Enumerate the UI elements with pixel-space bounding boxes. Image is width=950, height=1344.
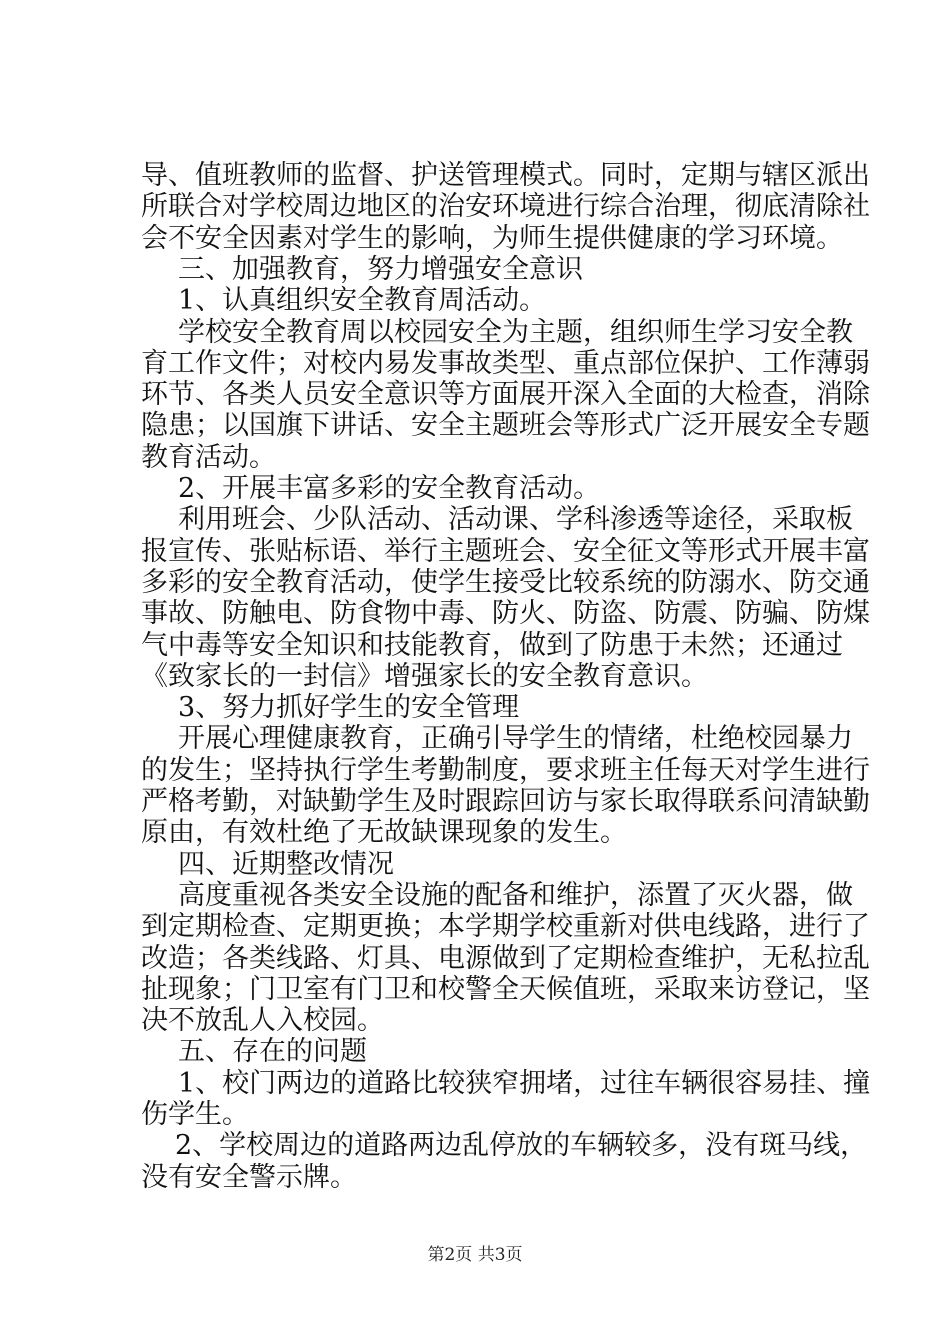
body-line bbox=[0, 785, 950, 819]
body-line bbox=[0, 378, 950, 412]
body-line bbox=[0, 535, 950, 569]
body-text: 《致家长的一封信》增强家长的安全教育意识。 bbox=[141, 661, 708, 692]
subheading-line bbox=[0, 691, 950, 725]
section-heading: 五、存在的问题 bbox=[178, 1036, 367, 1067]
body-text: 决不放乱人入校园。 bbox=[141, 1005, 384, 1036]
body-line bbox=[0, 566, 950, 600]
body-line bbox=[0, 347, 950, 381]
body-text: 没有安全警示牌。 bbox=[141, 1162, 357, 1193]
body-line bbox=[0, 629, 950, 663]
body-line bbox=[0, 597, 950, 631]
body-text: 所联合对学校周边地区的治安环境进行综合治理，彻底清除社 bbox=[141, 191, 870, 222]
section-heading: 四、近期整改情况 bbox=[178, 849, 394, 880]
body-line bbox=[0, 1067, 950, 1101]
body-text: 会不安全因素对学生的影响，为师生提供健康的学习环境。 bbox=[141, 223, 843, 254]
body-text: 2、学校周边的道路两边乱停放的车辆较多，没有斑马线， bbox=[175, 1130, 868, 1161]
subheading: 1、认真组织安全教育周活动。 bbox=[178, 285, 547, 316]
body-text: 高度重视各类安全设施的配备和维护，添置了灭火器，做 bbox=[178, 880, 853, 911]
body-line bbox=[0, 973, 950, 1007]
body-text: 育工作文件；对校内易发事故类型、重点部位保护、工作薄弱 bbox=[141, 348, 870, 379]
section-heading: 三、加强教育，努力增强安全意识 bbox=[178, 254, 583, 285]
body-text: 改造；各类线路、灯具、电源做到了定期检查维护，无私拉乱 bbox=[141, 943, 870, 974]
body-line bbox=[0, 190, 950, 224]
subheading-line bbox=[0, 472, 950, 506]
body-line bbox=[0, 222, 950, 256]
body-line bbox=[0, 409, 950, 443]
body-line bbox=[0, 910, 950, 944]
body-line bbox=[0, 503, 950, 537]
body-text: 气中毒等安全知识和技能教育，做到了防患于未然；还通过 bbox=[141, 630, 843, 661]
body-line bbox=[0, 1098, 950, 1132]
body-text: 导、值班教师的监督、护送管理模式。同时，定期与辖区派出 bbox=[141, 160, 870, 191]
body-line bbox=[0, 942, 950, 976]
body-line bbox=[0, 879, 950, 913]
page-footer bbox=[0, 1242, 950, 1268]
body-line bbox=[0, 1004, 950, 1038]
body-text: 报宣传、张贴标语、举行主题班会、安全征文等形式开展丰富 bbox=[141, 536, 870, 567]
section-heading-line bbox=[0, 848, 950, 882]
body-text: 扯现象；门卫室有门卫和校警全天候值班，采取来访登记，坚 bbox=[141, 974, 870, 1005]
body-text: 伤学生。 bbox=[141, 1099, 249, 1130]
body-text: 原由，有效杜绝了无故缺课现象的发生。 bbox=[141, 817, 627, 848]
body-line bbox=[0, 316, 950, 350]
body-text: 开展心理健康教育，正确引导学生的情绪，杜绝校园暴力 bbox=[178, 723, 853, 754]
body-line bbox=[0, 159, 950, 193]
subheading: 2、开展丰富多彩的安全教育活动。 bbox=[178, 473, 601, 504]
section-heading-line bbox=[0, 253, 950, 287]
body-text: 隐患；以国旗下讲话、安全主题班会等形式广泛开展安全专题 bbox=[141, 410, 870, 441]
body-line bbox=[0, 660, 950, 694]
body-text: 严格考勤，对缺勤学生及时跟踪回访与家长取得联系问清缺勤 bbox=[141, 786, 870, 817]
body-text: 事故、防触电、防食物中毒、防火、防盗、防震、防骗、防煤 bbox=[141, 598, 870, 629]
body-text: 利用班会、少队活动、活动课、学科渗透等途径，采取板 bbox=[178, 504, 853, 535]
subheading: 3、努力抓好学生的安全管理 bbox=[178, 692, 520, 723]
body-line bbox=[0, 441, 950, 475]
body-text: 多彩的安全教育活动，使学生接受比较系统的防溺水、防交通 bbox=[141, 567, 870, 598]
body-line bbox=[0, 754, 950, 788]
body-line bbox=[0, 1129, 950, 1163]
section-heading-line bbox=[0, 1035, 950, 1069]
body-line bbox=[0, 722, 950, 756]
body-text: 1、校门两边的道路比较狭窄拥堵，过往车辆很容易挂、撞 bbox=[178, 1068, 871, 1099]
body-text: 的发生；坚持执行学生考勤制度，要求班主任每天对学生进行 bbox=[141, 755, 870, 786]
page-number: 第2页 共3页 bbox=[427, 1245, 523, 1265]
body-text: 教育活动。 bbox=[141, 442, 276, 473]
subheading-line bbox=[0, 284, 950, 318]
body-line bbox=[0, 1161, 950, 1195]
body-text: 环节、各类人员安全意识等方面展开深入全面的大检查，消除 bbox=[141, 379, 870, 410]
body-line bbox=[0, 816, 950, 850]
body-text: 到定期检查、定期更换；本学期学校重新对供电线路，进行了 bbox=[141, 911, 870, 942]
body-text: 学校安全教育周以校园安全为主题，组织师生学习安全教 bbox=[178, 317, 853, 348]
